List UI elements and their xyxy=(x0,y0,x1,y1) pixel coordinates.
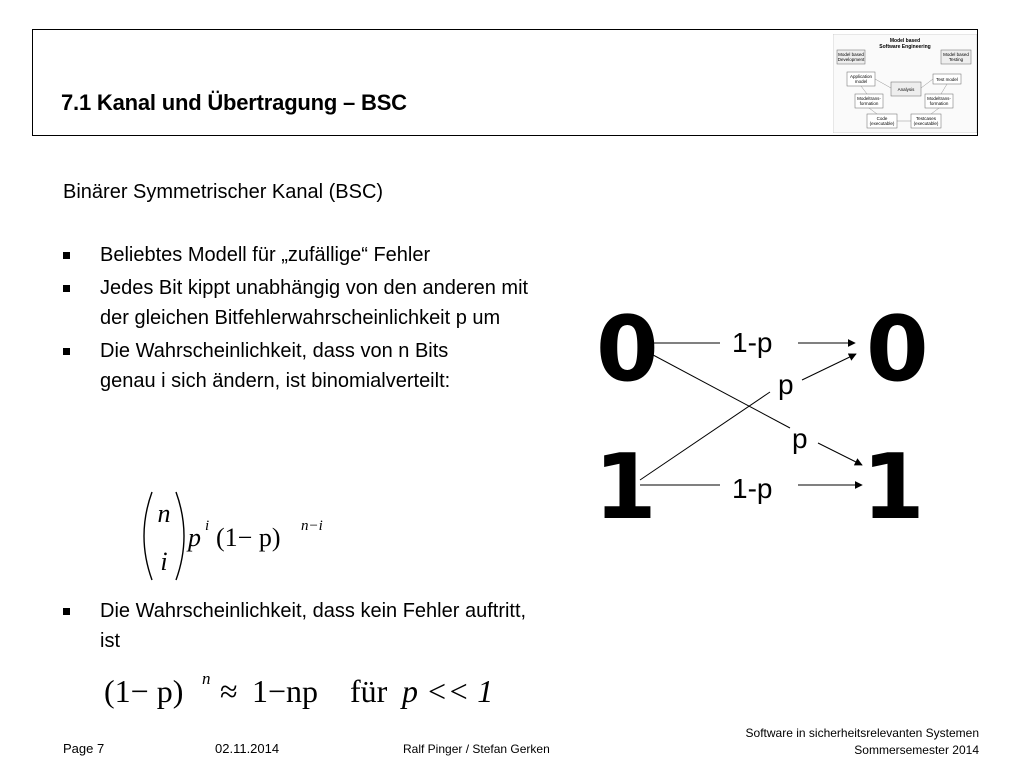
logo-tc-2: (executable) xyxy=(913,121,939,126)
bullet-text: Jedes Bit kippt unabhängig von den anderen mit der gleichen Bitfehlerwahrscheinlichkeit p um xyxy=(100,277,529,329)
footer-authors: Ralf Pinger / Stefan Gerken xyxy=(403,742,550,756)
footer-course xyxy=(746,725,979,759)
logo-app-1: Application xyxy=(849,74,873,79)
logo-mtr-2: formation xyxy=(929,101,949,106)
label-top-1mp: 1-p xyxy=(732,327,773,358)
edge-1-0 xyxy=(640,392,770,480)
binom-i: i xyxy=(160,547,168,576)
bullet-marker-icon xyxy=(63,608,70,615)
logo-title-2: Software Engineering xyxy=(879,44,931,50)
bullet-marker-icon xyxy=(63,285,70,292)
output-zero: 0 xyxy=(866,300,929,402)
footer-course-line2: Sommersemester 2014 xyxy=(854,743,979,757)
logo-title: Model based xyxy=(889,38,921,44)
logo-mbt-2: Testing xyxy=(948,57,964,62)
bullet-item xyxy=(63,596,530,656)
input-zero: 0 xyxy=(596,300,659,402)
f2-right: 1−np xyxy=(252,673,319,709)
left-paren-icon xyxy=(144,492,152,580)
f2-approx: ≈ xyxy=(220,673,238,709)
footer-course-line1: Software in sicherheitsrelevanten Systemen xyxy=(745,726,979,740)
footer-date: 02.11.2014 xyxy=(215,741,280,756)
edge-0-1 xyxy=(640,348,790,428)
logo-analysis: Analysis xyxy=(897,87,915,92)
footer-page-number: Page 7 xyxy=(63,741,105,756)
logo-test: Test model xyxy=(936,77,958,82)
binom-n: n xyxy=(157,499,171,528)
logo-mtr-1: Modeltrans- xyxy=(927,96,951,101)
bullet-marker-icon xyxy=(63,252,70,259)
binom-p: p xyxy=(188,523,201,552)
f2-sup: n xyxy=(202,669,211,688)
bullet-marker-icon xyxy=(63,348,70,355)
bullet-list xyxy=(63,240,533,399)
bullet-item xyxy=(63,240,460,270)
logo-mbt-1: Model based xyxy=(943,52,969,57)
label-cross-down-p: p xyxy=(792,423,808,454)
logo-app-2: model xyxy=(854,79,868,84)
input-one: 1 xyxy=(594,435,657,540)
label-bottom-1mp: 1-p xyxy=(732,473,773,504)
binom-rest-exp: n−i xyxy=(301,518,323,534)
mbse-logo-diagram xyxy=(833,34,977,133)
binom-p-exp: i xyxy=(205,518,210,534)
bullet-text: Die Wahrscheinlichkeit, dass kein Fehler auftritt, ist xyxy=(100,600,527,652)
binomial-formula xyxy=(130,488,350,584)
slide-title: 7.1 Kanal und Übertragung – BSC xyxy=(61,90,407,115)
bullet-item xyxy=(63,273,533,333)
bullet-list-2 xyxy=(63,596,533,659)
bullet-item xyxy=(63,336,500,396)
label-cross-up-p: p xyxy=(778,369,794,400)
logo-code-1: Code xyxy=(876,116,888,121)
output-one: 1 xyxy=(862,435,925,540)
logo-mtl-1: Modeltrans- xyxy=(857,96,881,101)
logo-mtl-2: formation xyxy=(859,101,879,106)
f2-fuer: für xyxy=(350,673,388,709)
header-box xyxy=(32,29,978,136)
right-paren-icon xyxy=(176,492,184,580)
edge-1-0-arrow xyxy=(802,354,856,380)
logo-code-2: (executable) xyxy=(869,121,895,126)
subtitle: Binärer Symmetrischer Kanal (BSC) xyxy=(63,181,384,203)
bullet-text: Die Wahrscheinlichkeit, dass von n Bits genau i sich ändern, ist binomialverteilt: xyxy=(100,340,451,392)
no-error-formula xyxy=(96,662,516,714)
binom-rest: (1− p) xyxy=(216,523,281,552)
f2-left: (1− p) xyxy=(104,673,184,709)
bullet-text: Beliebtes Modell für „zufällige“ Fehler xyxy=(100,244,431,266)
f2-cond: p << 1 xyxy=(402,673,494,709)
edge-0-1-arrow xyxy=(818,443,862,465)
logo-mbd-1: Model based xyxy=(838,52,864,57)
bsc-channel-diagram xyxy=(580,300,940,540)
logo-tc-1: Testcases xyxy=(915,116,937,121)
logo-mbd-2: Development xyxy=(837,57,865,62)
